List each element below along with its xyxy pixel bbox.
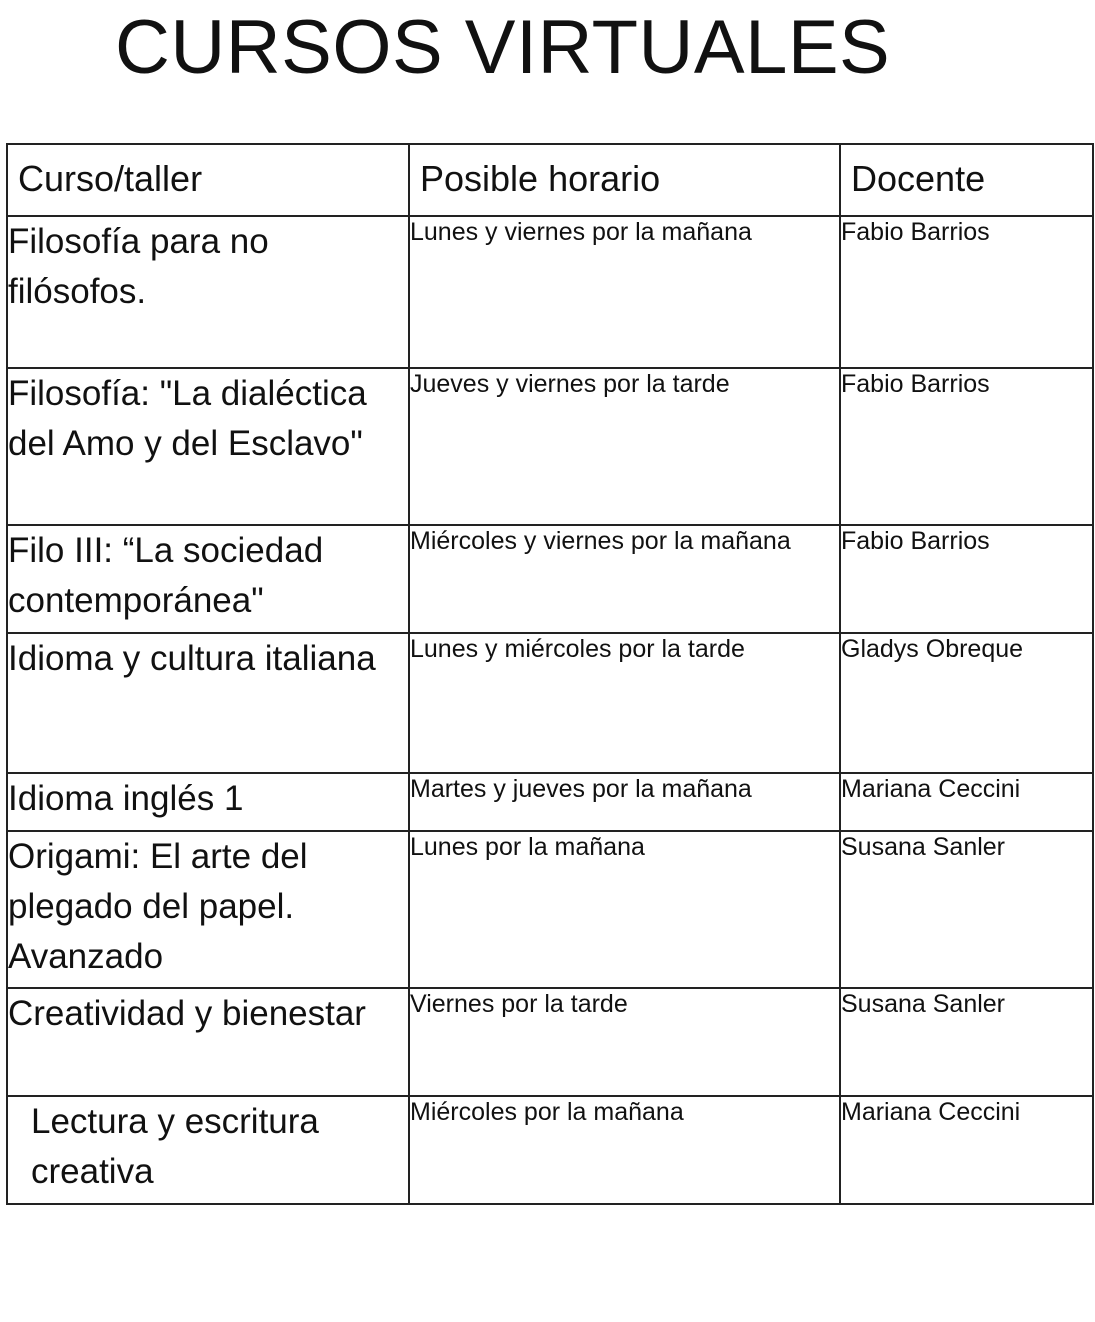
schedule-cell: Miércoles y viernes por la mañana xyxy=(409,525,840,633)
course-cell: Filosofía: "La dialéctica del Amo y del Esclavo" xyxy=(7,368,409,525)
course-cell: Idioma inglés 1 xyxy=(7,773,409,831)
table-row xyxy=(7,773,1093,831)
teacher-cell: Mariana Ceccini xyxy=(840,1096,1093,1204)
table-header-row xyxy=(7,144,1093,216)
schedule-cell: Lunes por la mañana xyxy=(409,831,840,988)
table-row xyxy=(7,831,1093,988)
schedule-cell: Jueves y viernes por la tarde xyxy=(409,368,840,525)
schedule-cell: Miércoles por la mañana xyxy=(409,1096,840,1204)
teacher-cell: Gladys Obreque xyxy=(840,633,1093,773)
schedule-cell: Viernes por la tarde xyxy=(409,988,840,1096)
schedule-cell: Lunes y viernes por la mañana xyxy=(409,216,840,368)
course-cell: Origami: El arte del plegado del papel. Avanzado xyxy=(7,831,409,988)
teacher-cell: Susana Sanler xyxy=(840,831,1093,988)
header-teacher: Docente xyxy=(840,144,1093,216)
course-cell: Idioma y cultura italiana xyxy=(7,633,409,773)
header-schedule: Posible horario xyxy=(409,144,840,216)
table-row xyxy=(7,1096,1093,1204)
course-cell: Lectura y escritura creativa xyxy=(7,1096,409,1204)
table-row xyxy=(7,988,1093,1096)
table-row xyxy=(7,525,1093,633)
page-title: CURSOS VIRTUALES xyxy=(115,5,891,90)
courses-table xyxy=(6,143,1094,1205)
table-row xyxy=(7,216,1093,368)
course-cell: Filosofía para no filósofos. xyxy=(7,216,409,368)
table-row xyxy=(7,633,1093,773)
course-cell: Creatividad y bienestar xyxy=(7,988,409,1096)
table-row xyxy=(7,368,1093,525)
header-course: Curso/taller xyxy=(7,144,409,216)
teacher-cell: Susana Sanler xyxy=(840,988,1093,1096)
schedule-cell: Lunes y miércoles por la tarde xyxy=(409,633,840,773)
teacher-cell: Fabio Barrios xyxy=(840,525,1093,633)
schedule-cell: Martes y jueves por la mañana xyxy=(409,773,840,831)
teacher-cell: Mariana Ceccini xyxy=(840,773,1093,831)
course-cell: Filo III: “La sociedad contemporánea" xyxy=(7,525,409,633)
teacher-cell: Fabio Barrios xyxy=(840,368,1093,525)
teacher-cell: Fabio Barrios xyxy=(840,216,1093,368)
